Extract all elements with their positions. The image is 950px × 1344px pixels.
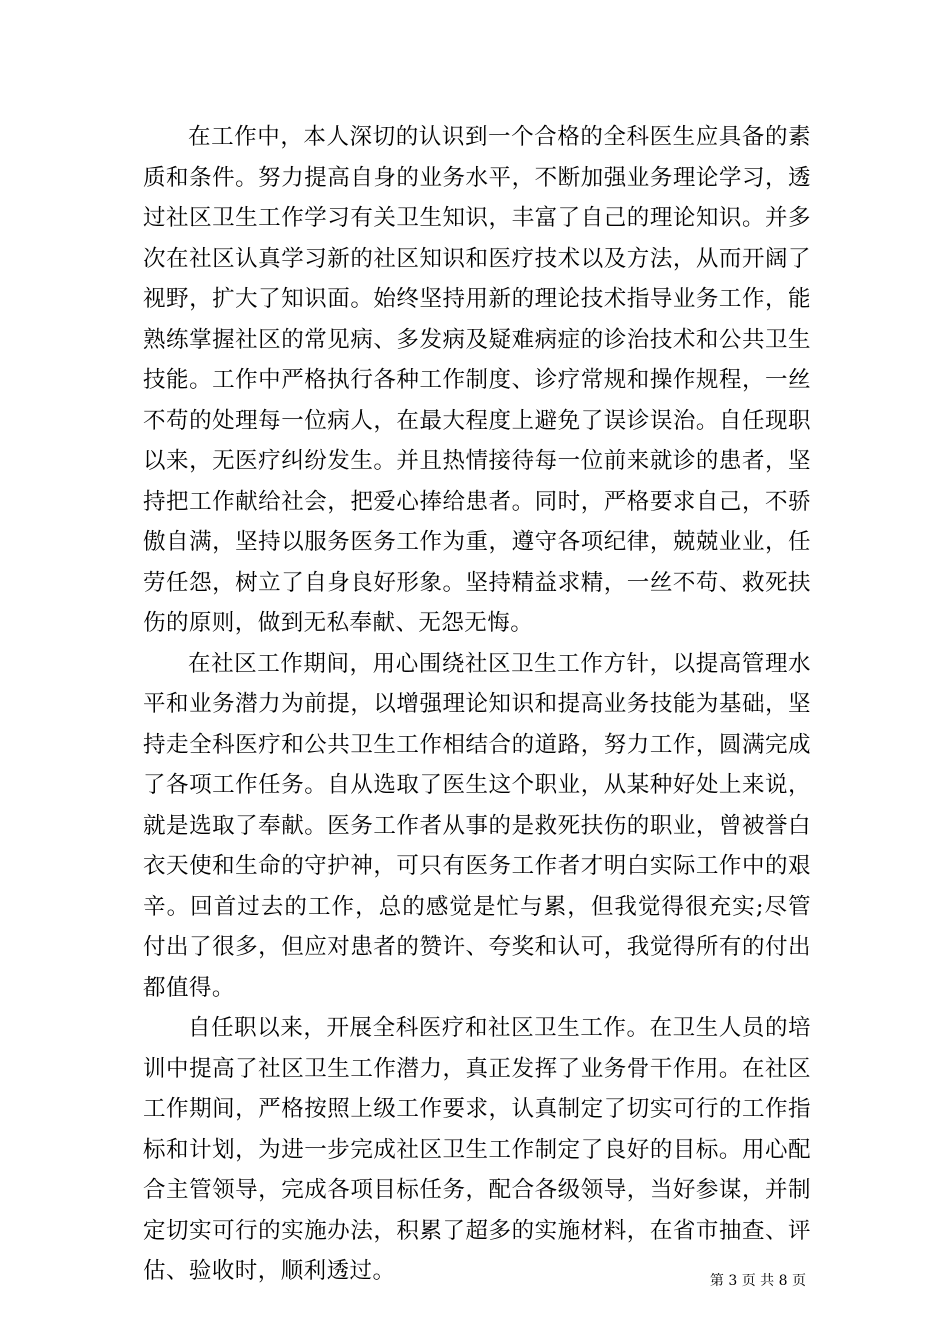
- paragraph-2: 在社区工作期间，用心围绕社区卫生工作方针，以提高管理水平和业务潜力为前提，以增强理论知识和提高业务技能为基础，坚持走全科医疗和公共卫生工作相结合的道路，努力工作，圆满完成了各项工作任务。自从选取了医生这个职业，从某种好处上来说，就是选取了奉献。医务工作者从事的是救死扶伤的职业，曾被誉白衣天使和生命的守护神，可只有医务工作者才明白实际工作中的艰辛。回首过去的工作，总的感觉是忙与累，但我觉得很充实;尽管付出了很多，但应对患者的赞许、夸奖和认可，我觉得所有的付出都值得。: [143, 650, 811, 1001]
- document-body: [143, 117, 811, 1292]
- paragraph-3: 自任职以来，开展全科医疗和社区卫生工作。在卫生人员的培训中提高了社区卫生工作潜力，真正发挥了业务骨干作用。在社区工作期间，严格按照上级工作要求，认真制定了切实可行的工作指标和计划，为进一步完成社区卫生工作制定了良好的目标。用心配合主管领导，完成各项目标任务，配合各级领导，当好参谋，并制定切实可行的实施办法，积累了超多的实施材料，在省市抽查、评估、验收时，顺利透过。: [143, 1015, 811, 1284]
- paragraph-1: 在工作中，本人深切的认识到一个合格的全科医生应具备的素质和条件。努力提高自身的业务水平，不断加强业务理论学习，透过社区卫生工作学习有关卫生知识，丰富了自己的理论知识。并多次在社区认真学习新的社区知识和医疗技术以及方法，从而开阔了视野，扩大了知识面。始终坚持用新的理论技术指导业务工作，能熟练掌握社区的常见病、多发病及疑难病症的诊治技术和公共卫生技能。工作中严格执行各种工作制度、诊疗常规和操作规程，一丝不苟的处理每一位病人，在最大程度上避免了误诊误治。自任现职以来，无医疗纠纷发生。并且热情接待每一位前来就诊的患者，坚持把工作献给社会，把爱心捧给患者。同时，严格要求自己，不骄傲自满，坚持以服务医务工作为重，遵守各项纪律，兢兢业业，任劳任怨，树立了自身良好形象。坚持精益求精，一丝不苟、救死扶伤的原则，做到无私奉献、无怨无悔。: [143, 124, 811, 636]
- page-number: 第 3 页 共 8 页: [709, 1273, 806, 1289]
